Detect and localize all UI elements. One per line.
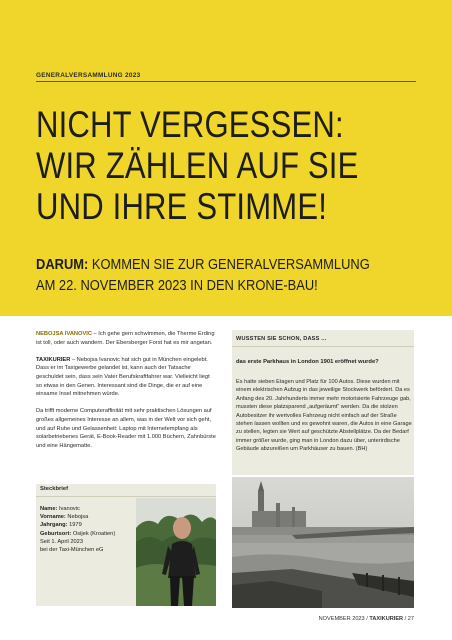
headline-line-1: NICHT VERGESSEN: bbox=[36, 104, 344, 145]
paragraph-2 bbox=[36, 356, 216, 399]
footer-page-number: / 27 bbox=[403, 616, 414, 622]
historic-london-photo bbox=[232, 477, 414, 608]
footer-date: NOVEMBER 2023 / bbox=[318, 616, 370, 622]
kicker-divider bbox=[36, 81, 416, 82]
paragraph-1 bbox=[36, 330, 216, 347]
did-you-know-question: das erste Parkhaus in London 1901 eröffnet wurde? bbox=[236, 359, 379, 365]
footer-magazine: TAXIKURIER bbox=[369, 616, 404, 622]
did-you-know-text: Es hatte sieben Etagen und Platz für 100 Autos. Diese wurden mit einem elektrischen Aufzug in das jeweilige Stockwerk befördert. Da es Anfang des 20. Jahrhunderts immer mehr motorisierte Fahrzeuge gab, mussten diese platzsparend „aufgeräumt“ werden. Da die stolzen Autobesitzer ihr wertvolles Fahrzeug nicht einfach auf der Straße stehen lassen wollten und es gewohnt waren, die Autos in eine Garage zu stellen, legten sie Wert auf geschützte Abstellplätze. Da der Bedarf immer größer wurde, ging man in London dazu über, unterirdische Gebäude abzureißen um Parkhäuser zu bauen. (BH) bbox=[236, 379, 412, 453]
subhead-line-1: KOMMEN SIE ZUR GENERALVERSAMMLUNG bbox=[88, 256, 370, 273]
jahrgang-label: Jahrgang: bbox=[40, 522, 68, 529]
subhead-lead: DARUM: bbox=[36, 256, 89, 273]
profile-box bbox=[36, 484, 216, 606]
subheadline bbox=[36, 254, 380, 296]
seit-line: Seit 1. April 2023 bbox=[40, 538, 83, 545]
vorname-value: Nebojsa bbox=[65, 514, 89, 521]
geburtsort-value: Osijek (Kroatien) bbox=[71, 530, 116, 537]
paragraph-1-lead: NEBOJSA IVANOVIC bbox=[36, 331, 92, 337]
profile-title: Steckbrief bbox=[40, 486, 69, 492]
geburtsort-label: Geburtsort: bbox=[40, 530, 72, 537]
jahrgang-value: 1979 bbox=[67, 522, 82, 529]
bei-line: bei der Taxi-München eG bbox=[40, 547, 104, 554]
subhead-line-2: AM 22. NOVEMBER 2023 IN DEN KRONE-BAU! bbox=[36, 277, 318, 294]
profile-details bbox=[40, 505, 136, 554]
page-headline bbox=[36, 104, 364, 227]
vorname-label: Vorname: bbox=[40, 514, 66, 521]
page-footer bbox=[319, 616, 414, 622]
headline-line-2: WIR ZÄHLEN AUF SIE bbox=[36, 145, 359, 186]
paragraph-2-text: – Nebojsa Ivanovic hat sich gut in München eingelebt. Dass er im Taxigewerbe gelandet ist, kann auch der Tatsache geschuldet sein, dass sein Vater Berufskraftfahrer war. Vielleicht liegt so etwas in den Genen. Interessant sind die Dinge, die er auf eine einsame Insel mitnehmen würde. bbox=[36, 356, 210, 398]
portrait-photo bbox=[136, 498, 216, 606]
paragraph-3: Da trifft moderne Computeraffinität mit sehr praktischen Lösungen auf großes allgemeines Interesse an allem, was in der Welt vor sich geht, und auf Ruhe und Gelassenheit: Laptop mit Internetempfang als solarbetriebenes Gerät, E-Book-Reader mit 1.000 Büchern, Zahnbürste und eine Hängematte. bbox=[36, 408, 216, 449]
headline-line-3: UND IHRE STIMME! bbox=[36, 186, 328, 227]
article-body bbox=[36, 330, 216, 459]
did-you-know-box bbox=[232, 330, 414, 475]
name-label: Name: bbox=[40, 506, 58, 512]
did-you-know-divider bbox=[232, 346, 414, 347]
paragraph-1-text: – Ich gehe gern schwimmen, die Therme Erding ist toll, oder auch wandern. Der Ebersberger Forst hat es mir angetan. bbox=[36, 331, 215, 346]
profile-divider bbox=[36, 496, 216, 497]
did-you-know-kicker: WUSSTEN SIE SCHON, DASS ... bbox=[236, 336, 327, 342]
name-value: Ivanovic bbox=[57, 506, 80, 512]
paragraph-2-lead: TAXIKURIER bbox=[36, 356, 71, 363]
section-kicker: GENERALVERSAMMLUNG 2023 bbox=[36, 72, 141, 79]
